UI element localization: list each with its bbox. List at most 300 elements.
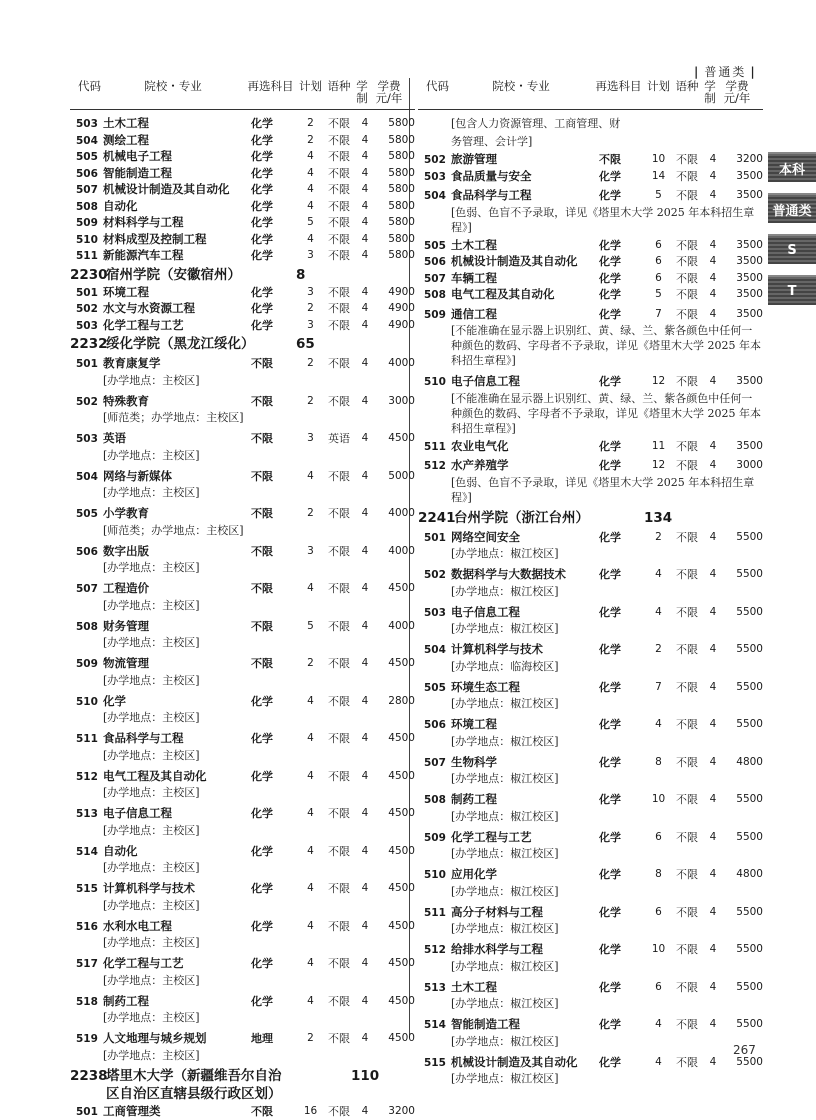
major-subject: 化学 [243, 318, 298, 334]
major-fee: 5500 [723, 605, 763, 621]
major-fee: 3200 [375, 1104, 415, 1120]
table-row [70, 881, 415, 898]
major-fee: 4000 [375, 544, 415, 560]
major-duration: 4 [355, 318, 375, 334]
table-row [70, 431, 415, 448]
table-row [70, 199, 415, 216]
left-column [70, 80, 415, 1120]
header-plan: 计划 [298, 80, 323, 92]
table-row [418, 458, 763, 475]
major-code: 504 [418, 642, 451, 659]
major-code: 506 [418, 254, 451, 271]
major-plan: 2 [298, 394, 323, 410]
page-number: 267 [733, 1043, 756, 1057]
major-fee: 5800 [375, 199, 415, 215]
major-subject: 化学 [591, 439, 646, 455]
major-note: [办学地点：主校区] [70, 635, 415, 653]
major-duration: 4 [703, 238, 723, 254]
major-subject: 化学 [591, 1055, 646, 1071]
major-code: 509 [418, 307, 451, 324]
major-name: 化学 [103, 694, 243, 710]
side-tab-t[interactable]: T [768, 275, 816, 305]
major-plan: 6 [646, 254, 671, 270]
major-code: 505 [418, 238, 451, 255]
major-fee: 5800 [375, 248, 415, 264]
major-name: 教育康复学 [103, 356, 243, 372]
major-code: 519 [70, 1031, 103, 1048]
major-language: 不限 [323, 694, 355, 710]
major-code: 506 [418, 717, 451, 734]
major-plan: 4 [298, 166, 323, 182]
header-subject: 再选科目 [243, 80, 298, 92]
major-fee: 3200 [723, 152, 763, 168]
major-name: 人文地理与城乡规划 [103, 1031, 243, 1047]
table-row [70, 301, 415, 318]
table-row [418, 680, 763, 697]
school-plan-count: 134 [644, 509, 684, 527]
table-row [70, 1104, 415, 1120]
major-name: 食品质量与安全 [451, 169, 591, 185]
major-plan: 6 [646, 905, 671, 921]
major-fee: 4900 [375, 301, 415, 317]
major-duration: 4 [355, 994, 375, 1010]
major-fee: 5500 [723, 905, 763, 921]
table-row [418, 642, 763, 659]
major-plan: 2 [646, 642, 671, 658]
table-header [70, 80, 415, 110]
table-row [418, 867, 763, 884]
major-language: 不限 [671, 287, 703, 303]
table-row [418, 238, 763, 255]
table-row [70, 581, 415, 598]
major-code: 508 [70, 619, 103, 636]
major-language: 不限 [671, 238, 703, 254]
major-name: 农业电气化 [451, 439, 591, 455]
major-note: [办学地点：椒江校区] [418, 846, 763, 864]
major-code: 503 [418, 605, 451, 622]
major-subject: 化学 [243, 881, 298, 897]
header-duration: 学制 [355, 80, 369, 104]
major-language: 不限 [671, 867, 703, 883]
major-plan: 16 [298, 1104, 323, 1120]
major-note: [办学地点：椒江校区] [418, 921, 763, 939]
major-note: [办学地点：椒江校区] [418, 959, 763, 977]
major-plan: 4 [298, 844, 323, 860]
table-row [418, 254, 763, 271]
school-name: 宿州学院（安徽宿州） [106, 266, 296, 284]
major-plan: 6 [646, 830, 671, 846]
major-code: 515 [418, 1055, 451, 1072]
major-language: 不限 [671, 254, 703, 270]
major-note: [办学地点：椒江校区] [418, 734, 763, 752]
major-name: 环境工程 [103, 285, 243, 301]
major-name: 电气工程及其自动化 [451, 287, 591, 303]
major-duration: 4 [355, 694, 375, 710]
major-note: [办学地点：主校区] [70, 448, 415, 466]
major-duration: 4 [355, 544, 375, 560]
major-code: 502 [70, 301, 103, 318]
major-plan: 4 [646, 1017, 671, 1033]
table-row [70, 1031, 415, 1048]
major-subject: 不限 [243, 656, 298, 672]
major-duration: 4 [355, 285, 375, 301]
major-language: 不限 [323, 133, 355, 149]
major-duration: 4 [703, 942, 723, 958]
major-note: [办学地点：主校区] [70, 860, 415, 878]
right-rows [418, 110, 763, 1089]
major-fee: 3500 [723, 169, 763, 185]
major-language: 不限 [671, 271, 703, 287]
major-code: 512 [418, 942, 451, 959]
major-plan: 2 [298, 301, 323, 317]
table-row [70, 182, 415, 199]
major-subject: 化学 [591, 271, 646, 287]
major-fee: 4500 [375, 919, 415, 935]
table-row [418, 287, 763, 304]
major-fee: 4500 [375, 431, 415, 447]
major-code: 501 [70, 356, 103, 373]
major-note: [办学地点：主校区] [70, 973, 415, 991]
major-fee: 5800 [375, 232, 415, 248]
school-plan-count: 65 [296, 335, 336, 353]
major-name: 水文与水资源工程 [103, 301, 243, 317]
major-language: 不限 [671, 680, 703, 696]
major-plan: 2 [298, 133, 323, 149]
major-code: 513 [70, 806, 103, 823]
major-note: [办学地点：临海校区] [418, 659, 763, 677]
major-code: 504 [70, 469, 103, 486]
major-fee: 5500 [723, 530, 763, 546]
major-plan: 4 [646, 717, 671, 733]
major-name: 旅游管理 [451, 152, 591, 168]
major-plan: 14 [646, 169, 671, 185]
major-plan: 4 [646, 1055, 671, 1071]
major-fee: 5500 [723, 1055, 763, 1071]
major-name: 数字出版 [103, 544, 243, 560]
major-note: [办学地点：椒江校区] [418, 771, 763, 789]
major-name: 材料科学与工程 [103, 215, 243, 231]
major-code: 511 [70, 248, 103, 265]
header-code: 代码 [418, 80, 451, 92]
major-note: [办学地点：椒江校区] [418, 621, 763, 639]
major-duration: 4 [355, 806, 375, 822]
table-row [418, 152, 763, 169]
major-note: 务管理、会计学] [418, 134, 763, 152]
major-plan: 6 [646, 980, 671, 996]
major-code: 503 [418, 169, 451, 186]
major-subject: 化学 [591, 307, 646, 323]
major-fee: 3000 [723, 458, 763, 474]
major-note: [办学地点：主校区] [70, 748, 415, 766]
major-language: 不限 [323, 1031, 355, 1047]
major-subject: 化学 [591, 458, 646, 474]
major-language: 不限 [671, 530, 703, 546]
major-duration: 4 [703, 680, 723, 696]
major-duration: 4 [355, 469, 375, 485]
table-row [70, 694, 415, 711]
major-duration: 4 [703, 169, 723, 185]
major-name: 计算机科学与技术 [103, 881, 243, 897]
major-plan: 3 [298, 544, 323, 560]
table-row [70, 248, 415, 265]
major-name: 网络空间安全 [451, 530, 591, 546]
major-code: 505 [70, 506, 103, 523]
major-name: 材料成型及控制工程 [103, 232, 243, 248]
major-code: 501 [70, 285, 103, 302]
major-note: [办学地点：主校区] [70, 1010, 415, 1028]
major-plan: 4 [646, 567, 671, 583]
major-fee: 4000 [375, 356, 415, 372]
school-name: 台州学院（浙江台州） [454, 509, 644, 527]
table-row [70, 506, 415, 523]
major-duration: 4 [703, 642, 723, 658]
major-name: 机械电子工程 [103, 149, 243, 165]
major-duration: 4 [703, 605, 723, 621]
major-plan: 4 [298, 994, 323, 1010]
major-subject: 化学 [243, 116, 298, 132]
major-subject: 化学 [591, 830, 646, 846]
table-row [70, 318, 415, 335]
major-name: 水产养殖学 [451, 458, 591, 474]
major-duration: 4 [355, 881, 375, 897]
major-language: 不限 [671, 980, 703, 996]
major-language: 不限 [671, 374, 703, 390]
major-name: 测绘工程 [103, 133, 243, 149]
major-language: 不限 [323, 149, 355, 165]
table-row [70, 956, 415, 973]
table-row [70, 394, 415, 411]
major-name: 食品科学与工程 [103, 731, 243, 747]
header-language: 语种 [323, 80, 355, 92]
major-fee: 5500 [723, 1017, 763, 1033]
table-row [70, 544, 415, 561]
major-plan: 4 [298, 769, 323, 785]
major-name: 土木工程 [451, 238, 591, 254]
major-fee: 3500 [723, 374, 763, 390]
major-name: 化学工程与工艺 [103, 956, 243, 972]
side-tabs [768, 152, 816, 316]
major-language: 不限 [323, 232, 355, 248]
major-duration: 4 [355, 431, 375, 447]
major-fee: 5800 [375, 133, 415, 149]
major-plan: 5 [646, 287, 671, 303]
table-row [418, 439, 763, 456]
major-note: [不能准确在显示器上识别红、黄、绿、兰、紫各颜色中任何一种颜色的数码、字母者不予录取，详见《塔里木大学 2025 年本科招生章程》] [418, 323, 763, 371]
major-fee: 4000 [375, 619, 415, 635]
major-plan: 4 [298, 581, 323, 597]
header-duration: 学制 [703, 80, 717, 104]
major-subject: 不限 [591, 152, 646, 168]
major-code: 511 [70, 731, 103, 748]
major-code: 508 [418, 792, 451, 809]
major-subject: 化学 [591, 287, 646, 303]
major-duration: 4 [355, 619, 375, 635]
table-row [70, 215, 415, 232]
table-row [418, 307, 763, 324]
major-name: 高分子材料与工程 [451, 905, 591, 921]
major-language: 不限 [671, 717, 703, 733]
side-tab-undergrad[interactable]: 本科 [768, 152, 816, 182]
school-plan-count: 110 [351, 1067, 391, 1085]
major-language: 不限 [323, 215, 355, 231]
table-row [70, 285, 415, 302]
major-code: 504 [418, 188, 451, 205]
table-row [70, 133, 415, 150]
major-name: 土木工程 [103, 116, 243, 132]
school-name: 绥化学院（黑龙江绥化） [106, 335, 296, 353]
major-subject: 化学 [591, 374, 646, 390]
major-subject: 化学 [243, 301, 298, 317]
table-header [418, 80, 763, 110]
major-duration: 4 [703, 1055, 723, 1071]
major-language: 不限 [323, 248, 355, 264]
major-name: 电子信息工程 [451, 605, 591, 621]
major-fee: 4800 [723, 867, 763, 883]
left-rows [70, 110, 415, 1120]
major-plan: 5 [298, 215, 323, 231]
table-row [70, 116, 415, 133]
major-note: [办学地点：主校区] [70, 898, 415, 916]
major-subject: 化学 [243, 133, 298, 149]
major-subject: 化学 [591, 567, 646, 583]
major-fee: 4800 [723, 755, 763, 771]
major-language: 不限 [671, 439, 703, 455]
major-note: [办学地点：主校区] [70, 935, 415, 953]
major-plan: 3 [298, 285, 323, 301]
major-code: 518 [70, 994, 103, 1011]
major-code: 509 [70, 215, 103, 232]
major-plan: 4 [298, 731, 323, 747]
major-fee: 5500 [723, 567, 763, 583]
major-duration: 4 [703, 271, 723, 287]
major-code: 505 [418, 680, 451, 697]
major-language: 不限 [323, 844, 355, 860]
major-fee: 4900 [375, 318, 415, 334]
major-language: 不限 [323, 285, 355, 301]
major-plan: 4 [298, 919, 323, 935]
school-name [106, 1067, 351, 1103]
major-language: 不限 [323, 301, 355, 317]
major-note: [办学地点：主校区] [70, 823, 415, 841]
major-code: 503 [70, 318, 103, 335]
major-plan: 4 [298, 956, 323, 972]
table-row [418, 169, 763, 186]
major-name: 工商管理类 [103, 1104, 243, 1120]
table-row [70, 994, 415, 1011]
major-language: 不限 [671, 1017, 703, 1033]
major-plan: 8 [646, 867, 671, 883]
major-plan: 5 [646, 188, 671, 204]
major-plan: 4 [646, 605, 671, 621]
major-language: 不限 [323, 394, 355, 410]
major-duration: 4 [703, 792, 723, 808]
major-language: 不限 [323, 199, 355, 215]
major-plan: 12 [646, 374, 671, 390]
major-duration: 4 [355, 232, 375, 248]
major-duration: 4 [355, 215, 375, 231]
major-language: 不限 [671, 567, 703, 583]
major-subject: 不限 [243, 619, 298, 635]
major-fee: 5800 [375, 215, 415, 231]
major-code: 514 [70, 844, 103, 861]
major-fee: 4500 [375, 994, 415, 1010]
major-subject: 化学 [243, 994, 298, 1010]
table-row [418, 188, 763, 205]
major-fee: 5500 [723, 792, 763, 808]
major-subject: 化学 [243, 731, 298, 747]
major-note: [办学地点：主校区] [70, 673, 415, 691]
school-code: 2241 [418, 509, 454, 527]
major-name: 自动化 [103, 844, 243, 860]
major-name: 电气工程及其自动化 [103, 769, 243, 785]
major-subject: 化学 [243, 919, 298, 935]
major-subject: 化学 [591, 169, 646, 185]
major-duration: 4 [355, 149, 375, 165]
side-tab-general[interactable]: 普通类 [768, 193, 816, 223]
major-subject: 不限 [243, 356, 298, 372]
major-name: 给排水科学与工程 [451, 942, 591, 958]
major-code: 502 [418, 567, 451, 584]
major-subject: 化学 [243, 248, 298, 264]
header-plan: 计划 [646, 80, 671, 92]
major-note: [办学地点：主校区] [70, 710, 415, 728]
major-language: 不限 [323, 806, 355, 822]
major-code: 502 [418, 152, 451, 169]
major-subject: 化学 [591, 942, 646, 958]
side-tab-s[interactable]: S [768, 234, 816, 264]
major-fee: 4500 [375, 656, 415, 672]
major-note: [办学地点：主校区] [70, 598, 415, 616]
major-duration: 4 [355, 248, 375, 264]
major-subject: 化学 [243, 149, 298, 165]
major-language: 不限 [323, 469, 355, 485]
table-row [70, 731, 415, 748]
major-duration: 4 [703, 439, 723, 455]
school-code: 2230 [70, 266, 106, 284]
major-code: 507 [70, 581, 103, 598]
major-fee: 5800 [375, 149, 415, 165]
major-fee: 3500 [723, 307, 763, 323]
major-fee: 3500 [723, 254, 763, 270]
major-subject: 化学 [591, 792, 646, 808]
major-language: 不限 [323, 318, 355, 334]
major-plan: 8 [646, 755, 671, 771]
table-row [70, 769, 415, 786]
major-code: 510 [418, 374, 451, 391]
table-row [70, 619, 415, 636]
major-plan: 7 [646, 307, 671, 323]
major-duration: 4 [355, 1031, 375, 1047]
major-duration: 4 [703, 867, 723, 883]
major-duration: 4 [703, 530, 723, 546]
major-note: [办学地点：椒江校区] [418, 884, 763, 902]
major-subject: 不限 [243, 431, 298, 447]
major-name: 化学工程与工艺 [451, 830, 591, 846]
major-name: 电子信息工程 [103, 806, 243, 822]
major-duration: 4 [703, 287, 723, 303]
major-name: 机械设计制造及其自动化 [451, 1055, 591, 1071]
major-code: 511 [418, 905, 451, 922]
major-fee: 4500 [375, 806, 415, 822]
right-column [418, 80, 763, 1089]
major-name: 工程造价 [103, 581, 243, 597]
major-subject: 化学 [243, 806, 298, 822]
major-fee: 4500 [375, 731, 415, 747]
major-subject: 化学 [591, 755, 646, 771]
major-language: 不限 [671, 307, 703, 323]
major-subject: 化学 [591, 905, 646, 921]
major-duration: 4 [703, 755, 723, 771]
